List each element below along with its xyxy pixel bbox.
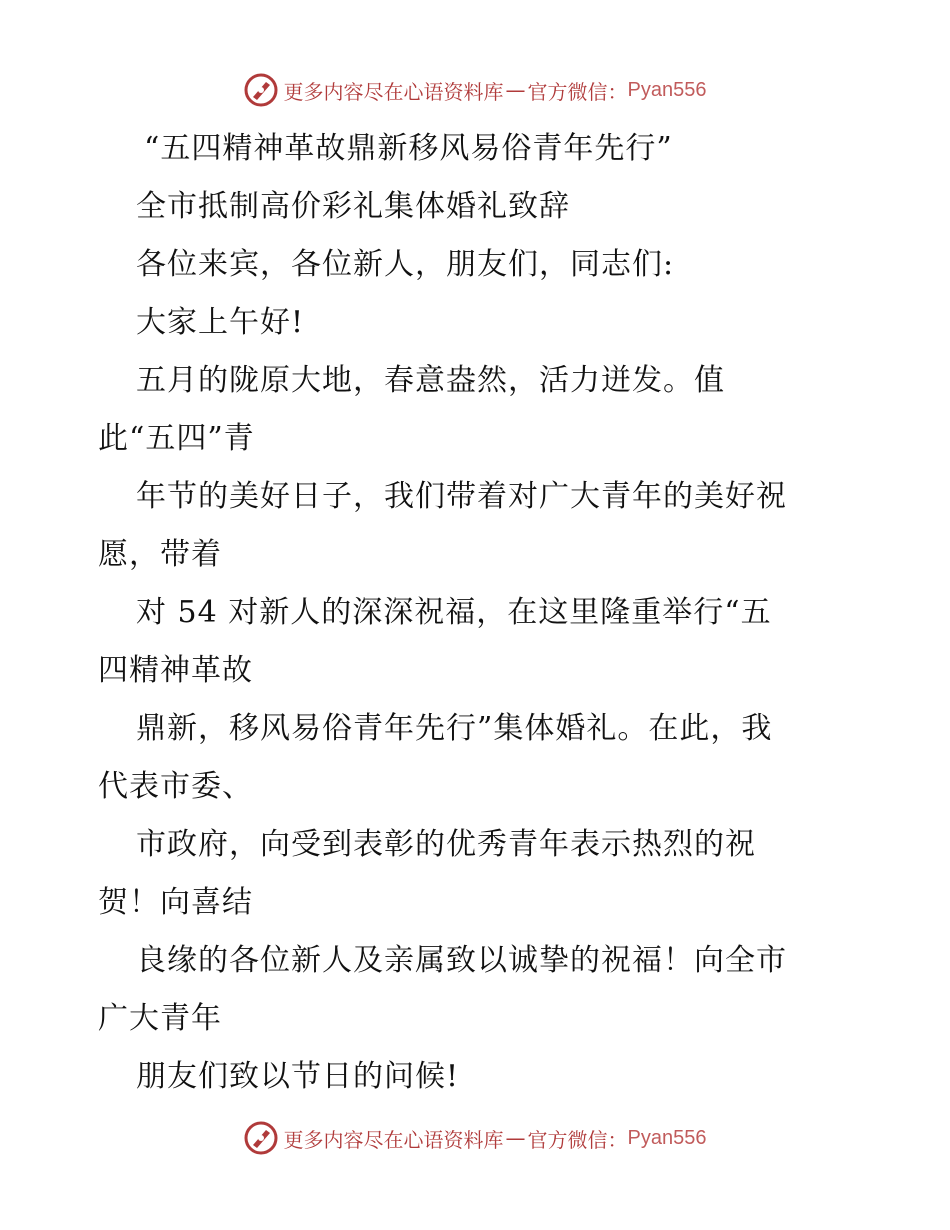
document-body: [98, 120, 858, 1106]
watermark-separator: —: [505, 1126, 526, 1150]
body-line: 愿，带着: [98, 537, 222, 572]
body-line: 五月的陇原大地，春意盎然，活力迸发。值: [136, 363, 725, 398]
body-line: 贺！向喜结: [98, 885, 253, 920]
salutation: 各位来宾，各位新人，朋友们，同志们:: [136, 247, 675, 282]
header-watermark: [0, 70, 950, 110]
document-title: “五四精神革故鼎新移风易俗青年先行”: [144, 131, 673, 166]
watermark-wechat-id: Pyan556: [627, 78, 707, 101]
body-line: 对 54 对新人的深深祝福，在这里隆重举行“五: [136, 595, 772, 630]
body-line: 代表市委、: [98, 769, 253, 804]
body-line: 广大青年: [98, 1001, 222, 1036]
watermark-separator: —: [505, 78, 526, 102]
footer-watermark: [0, 1118, 950, 1158]
watermark-wechat-id: Pyan556: [627, 1126, 707, 1149]
watermark-wechat-label: 官方微信：: [527, 79, 628, 104]
greeting: 大家上午好!: [136, 305, 305, 340]
body-line: 年节的美好日子，我们带着对广大青年的美好祝: [136, 479, 787, 514]
body-line: 朋友们致以节日的问候!: [136, 1059, 460, 1094]
pen-circle-logo-icon: [244, 1121, 278, 1155]
watermark-prefix: 更多内容尽在心语资料库: [283, 1127, 504, 1152]
body-line: 此“五四”青: [98, 421, 255, 456]
watermark-wechat-label: 官方微信：: [527, 1127, 628, 1152]
body-line: 鼎新，移风易俗青年先行”集体婚礼。在此，我: [136, 711, 773, 746]
body-line: 四精神革故: [98, 653, 253, 688]
body-line: 良缘的各位新人及亲属致以诚挚的祝福！向全市: [136, 943, 787, 978]
watermark-prefix: 更多内容尽在心语资料库: [283, 79, 504, 104]
document-subtitle: 全市抵制高价彩礼集体婚礼致辞: [136, 189, 570, 224]
pen-circle-logo-icon: [244, 73, 278, 107]
body-line: 市政府，向受到表彰的优秀青年表示热烈的祝: [136, 827, 756, 862]
